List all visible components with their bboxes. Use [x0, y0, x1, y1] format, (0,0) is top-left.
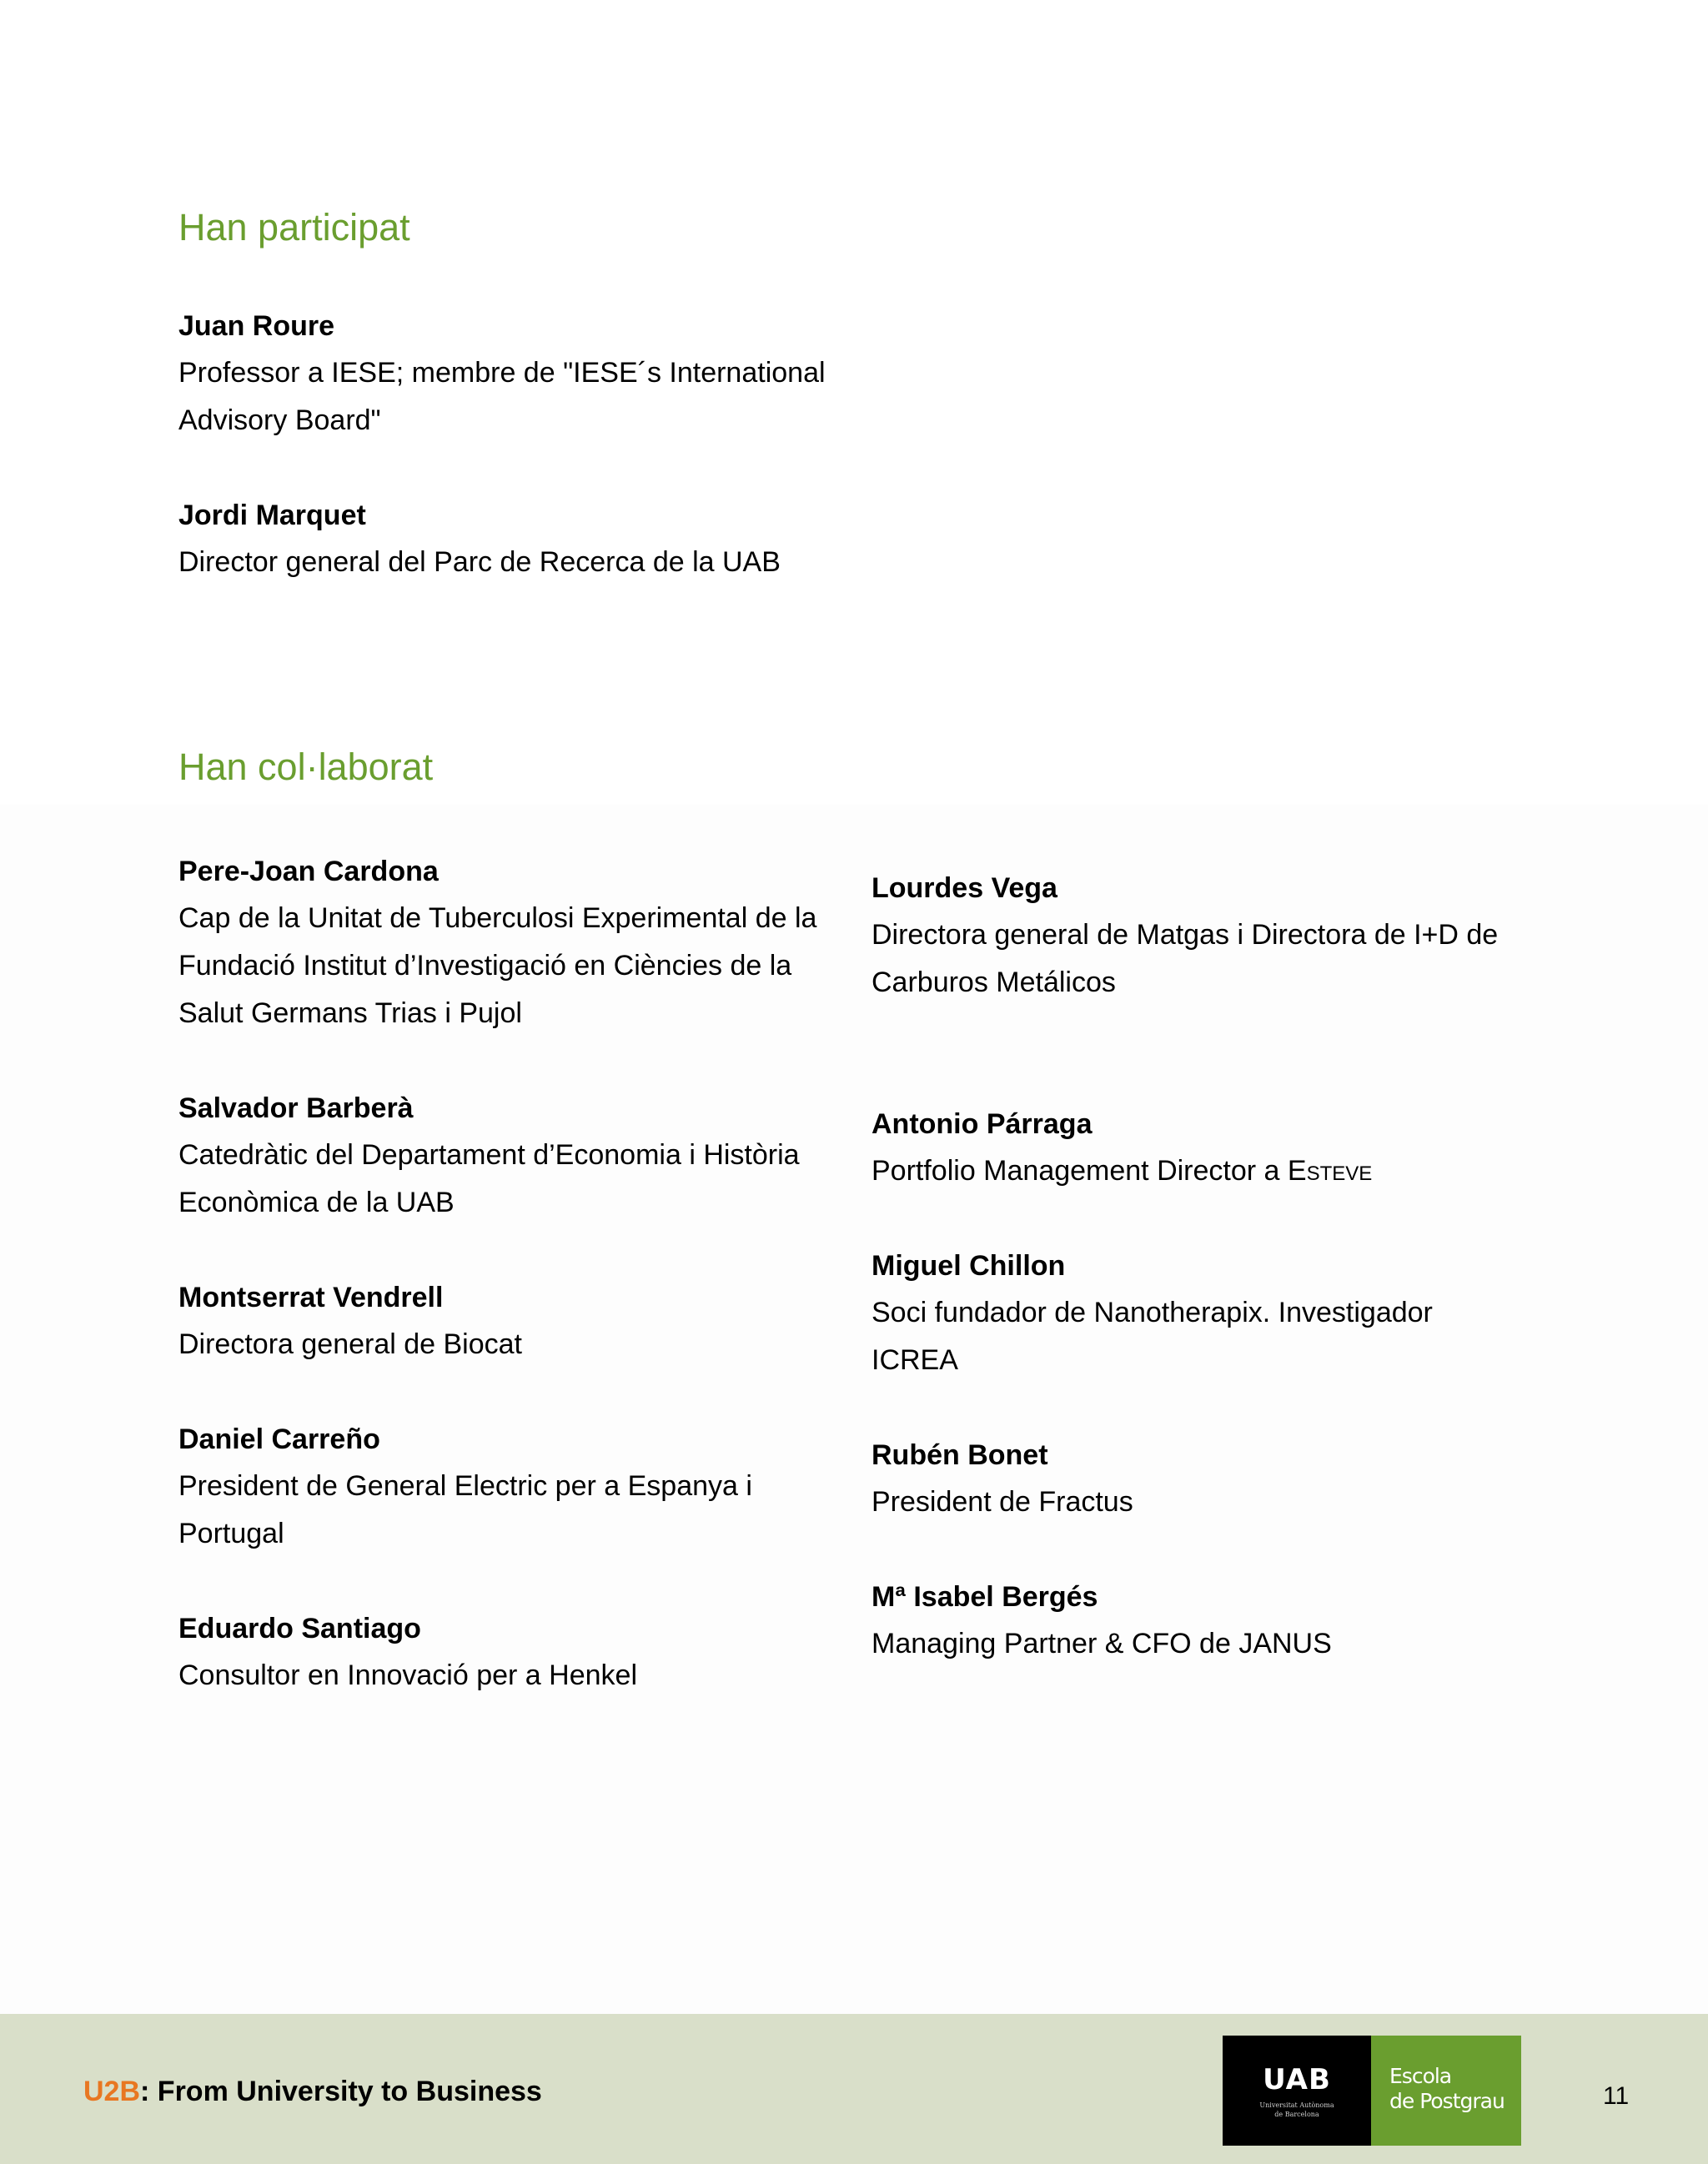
person-name: Pere-Joan Cardona [178, 856, 439, 887]
person-role: Catedràtic del Departament d’Economia i Història Econòmica de la UAB [178, 1139, 800, 1218]
person-entry [178, 1605, 846, 1700]
person-name: Lourdes Vega [872, 872, 1057, 904]
uab-logo-subtitle [1223, 2101, 1371, 2119]
person-role: President de General Electric per a Espanya i Portugal [178, 1470, 752, 1549]
person-role: Consultor en Innovació per a Henkel [178, 1659, 637, 1691]
section-title-collaborated: Han col·laborat [178, 746, 434, 788]
brand-text: : From University to Business [140, 2076, 542, 2107]
postgrau-line: de Postgrau [1389, 2089, 1505, 2113]
page-number: 11 [1603, 2082, 1630, 2110]
person-entry [872, 1432, 1539, 1526]
person-role: Managing Partner & CFO de JANUS [872, 1628, 1332, 1659]
person-entry [872, 865, 1539, 1007]
person-name: Jordi Marquet [178, 500, 366, 531]
person-name: Montserrat Vendrell [178, 1282, 444, 1313]
escola-postgrau-logo [1371, 2036, 1521, 2146]
footer-brand [83, 2073, 542, 2110]
page-footer [0, 2014, 1708, 2164]
uab-escola-postgrau-logo [1223, 2036, 1521, 2146]
uab-logo-subtitle-line: de Barcelona [1274, 2111, 1319, 2118]
person-name: Daniel Carreño [178, 1423, 380, 1455]
person-entry [178, 1085, 837, 1227]
person-name: Antonio Párraga [872, 1108, 1093, 1140]
uab-logo-text: UAB [1263, 2063, 1331, 2096]
escola-postgrau-text [1389, 2064, 1505, 2114]
person-entry [872, 1574, 1539, 1668]
person-role: Directora general de Matgas i Directora de I+D de Carburos Metálicos [872, 919, 1499, 998]
person-role: Cap de la Unitat de Tuberculosi Experimental de la Fundació Institut d’Investigació en Ciències de la Salut Germans Trias i Pujol [178, 902, 817, 1029]
person-role: Director general del Parc de Recerca de la UAB [178, 546, 781, 578]
company-name: Esteve [1287, 1155, 1373, 1187]
role-text: Portfolio Management Director a [872, 1155, 1288, 1187]
uab-logo [1223, 2036, 1371, 2146]
uab-logo-subtitle-line: Universitat Autònoma [1259, 2101, 1334, 2109]
person-entry [178, 303, 846, 444]
person-name: Eduardo Santiago [178, 1613, 421, 1644]
section-title-participated: Han participat [178, 206, 410, 249]
brand-accent: U2B [83, 2076, 141, 2107]
person-entry [872, 1243, 1472, 1384]
person-entry [178, 1274, 846, 1368]
person-role: Directora general de Biocat [178, 1328, 523, 1360]
person-role: President de Fractus [872, 1486, 1133, 1518]
person-name: Rubén Bonet [872, 1439, 1048, 1471]
person-role: Professor a IESE; membre de "IESE´s International Advisory Board" [178, 357, 826, 436]
person-entry [178, 1416, 796, 1558]
person-role [872, 1147, 1539, 1195]
person-entry [178, 492, 846, 586]
person-entry [872, 1101, 1539, 1195]
person-entry [178, 848, 837, 1037]
person-name: Salvador Barberà [178, 1092, 414, 1124]
escola-line: Escola [1389, 2064, 1452, 2088]
person-name: Miguel Chillon [872, 1250, 1066, 1282]
person-name: Mª Isabel Bergés [872, 1581, 1098, 1613]
person-name: Juan Roure [178, 310, 335, 342]
person-role: Soci fundador de Nanotherapix. Investigador ICREA [872, 1297, 1433, 1376]
